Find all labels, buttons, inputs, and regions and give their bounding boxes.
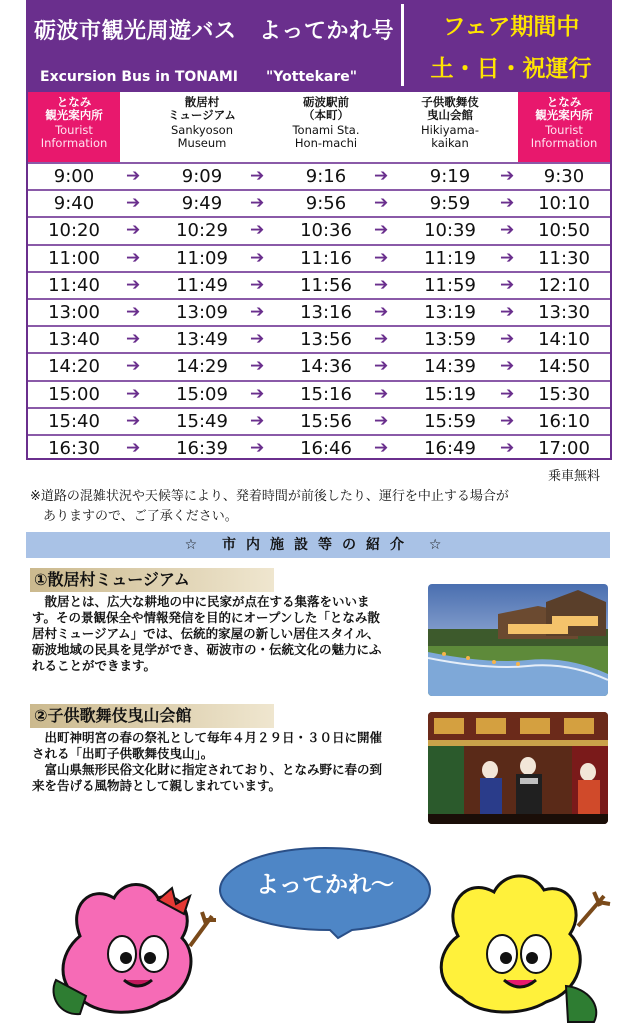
departure-time: 11:09 xyxy=(176,247,228,269)
arrow-right-icon: ➔ xyxy=(500,356,515,377)
arrow-right-icon: ➔ xyxy=(374,166,389,186)
departure-time: 15:16 xyxy=(300,383,352,405)
departure-time: 9:09 xyxy=(181,166,223,187)
departure-time: 9:30 xyxy=(543,166,585,187)
departure-time: 15:56 xyxy=(300,410,352,432)
arrow-right-icon: ➔ xyxy=(500,220,515,241)
arrow-right-icon: ➔ xyxy=(250,383,265,404)
departure-time: 9:00 xyxy=(53,166,95,187)
departure-time: 9:56 xyxy=(305,193,347,215)
stop-header-1 xyxy=(144,92,260,162)
timetable-row xyxy=(28,434,610,461)
departure-time: 11:56 xyxy=(300,274,352,296)
arrow-right-icon: ➔ xyxy=(374,301,389,322)
departure-time: 14:39 xyxy=(424,356,476,378)
arrow-right-icon: ➔ xyxy=(126,301,141,322)
departure-time: 14:29 xyxy=(176,356,228,378)
arrow-right-icon: ➔ xyxy=(374,356,389,377)
departure-time: 10:29 xyxy=(176,220,228,242)
departure-time: 9:59 xyxy=(429,193,471,215)
intro-band: ☆ 市内施設等の紹介 ☆ xyxy=(26,532,610,558)
departure-time: 15:59 xyxy=(424,410,476,432)
departure-time: 11:19 xyxy=(424,247,476,269)
arrow-right-icon: ➔ xyxy=(250,437,265,458)
header-divider xyxy=(401,4,404,86)
departure-time: 11:49 xyxy=(176,274,228,296)
arrow-right-icon: ➔ xyxy=(500,166,515,186)
departure-time: 9:40 xyxy=(53,193,95,215)
arrow-right-icon: ➔ xyxy=(250,220,265,241)
departure-time: 13:16 xyxy=(300,301,352,323)
stop-header-4 xyxy=(518,92,610,162)
timetable-row xyxy=(28,271,610,298)
stop-name-en: Tonami Sta. Hon-machi xyxy=(292,123,360,150)
notice-text: ※道路の混雑状況や天候等により、発着時間が前後したり、運行を中止する場合が ありますので、ご了承ください。 xyxy=(30,489,509,524)
departure-time: 13:40 xyxy=(48,329,100,351)
departure-time: 10:10 xyxy=(538,193,590,215)
section-title-hikiyama: ②子供歌舞伎曳山会館 xyxy=(30,704,274,728)
arrow-right-icon: ➔ xyxy=(126,193,141,214)
timetable-row xyxy=(28,352,610,379)
stop-name-en: Tourist Information xyxy=(530,123,598,150)
arrow-right-icon: ➔ xyxy=(500,193,515,214)
departure-time: 16:39 xyxy=(176,437,228,459)
arrow-right-icon: ➔ xyxy=(250,329,265,350)
arrow-right-icon: ➔ xyxy=(500,383,515,404)
departure-time: 9:19 xyxy=(429,166,471,187)
departure-time: 16:10 xyxy=(538,410,590,432)
arrow-right-icon: ➔ xyxy=(250,410,265,431)
arrow-right-icon: ➔ xyxy=(250,356,265,377)
section-title-museum: ①散居村ミュージアム xyxy=(30,568,274,592)
departure-time: 11:30 xyxy=(538,247,590,269)
departure-time: 15:00 xyxy=(48,383,100,405)
departure-time: 11:40 xyxy=(48,274,100,296)
stop-header-2 xyxy=(268,92,384,162)
stop-name-jp: 砺波駅前 （本町） xyxy=(303,95,349,122)
departure-time: 10:39 xyxy=(424,220,476,242)
yellow-mascot-icon xyxy=(418,866,618,1024)
speech-bubble-text: よってかれ～ xyxy=(256,872,394,898)
arrow-right-icon: ➔ xyxy=(126,410,141,431)
fare-note: 乗車無料 xyxy=(547,469,600,484)
departure-time: 13:19 xyxy=(424,301,476,323)
arrow-right-icon: ➔ xyxy=(126,329,141,350)
arrow-right-icon: ➔ xyxy=(250,301,265,322)
bus-title-en: Excursion Bus in TONAMI "Yottekare" xyxy=(40,69,358,85)
arrow-right-icon: ➔ xyxy=(374,193,389,214)
arrow-right-icon: ➔ xyxy=(374,383,389,404)
departure-time: 14:20 xyxy=(48,356,100,378)
arrow-right-icon: ➔ xyxy=(374,329,389,350)
departure-time: 14:36 xyxy=(300,356,352,378)
departure-time: 10:50 xyxy=(538,220,590,242)
stop-header-3 xyxy=(392,92,508,162)
arrow-right-icon: ➔ xyxy=(500,274,515,295)
arrow-right-icon: ➔ xyxy=(250,274,265,295)
departure-time: 13:56 xyxy=(300,329,352,351)
stop-header-0 xyxy=(28,92,120,162)
departure-time: 9:49 xyxy=(181,193,223,215)
header-banner xyxy=(26,0,612,90)
arrow-right-icon: ➔ xyxy=(500,437,515,458)
stop-name-jp: 子供歌舞伎 曳山会館 xyxy=(421,95,479,122)
kabuki-photo xyxy=(428,712,608,824)
arrow-right-icon: ➔ xyxy=(500,329,515,350)
departure-time: 16:46 xyxy=(300,437,352,459)
departure-time: 11:00 xyxy=(48,247,100,269)
departure-time: 15:19 xyxy=(424,383,476,405)
timetable-row xyxy=(28,407,610,434)
pink-mascot-icon xyxy=(40,876,220,1024)
fair-period-label: フェア期間中 xyxy=(442,14,580,40)
departure-time: 15:30 xyxy=(538,383,590,405)
stop-name-en: Tourist Information xyxy=(40,123,108,150)
timetable-row xyxy=(28,298,610,325)
departure-time: 14:10 xyxy=(538,329,590,351)
arrow-right-icon: ➔ xyxy=(250,247,265,268)
departure-time: 16:49 xyxy=(424,437,476,459)
departure-time: 11:59 xyxy=(424,274,476,296)
timetable-body xyxy=(28,162,610,461)
timetable xyxy=(26,90,612,460)
operating-days-label: 土・日・祝運行 xyxy=(430,56,592,82)
section-body-hikiyama: 出町神明宮の春の祭礼として毎年４月２９日・３０日に開催される「出町子供歌舞伎曳山」。 富山県無形民俗文化財に指定されており、となみ野に春の到来を告げる風物詩として親しまれています。 xyxy=(32,730,383,793)
arrow-right-icon: ➔ xyxy=(374,247,389,268)
arrow-right-icon: ➔ xyxy=(250,166,265,186)
arrow-right-icon: ➔ xyxy=(126,437,141,458)
bus-title-jp: 砺波市観光周遊バス よってかれ号 xyxy=(34,19,395,44)
timetable-row xyxy=(28,189,610,216)
stop-name-jp: 散居村 ミュージアム xyxy=(168,95,236,122)
timetable-row xyxy=(28,244,610,271)
timetable-row xyxy=(28,162,610,189)
arrow-right-icon: ➔ xyxy=(374,410,389,431)
departure-time: 13:00 xyxy=(48,301,100,323)
arrow-right-icon: ➔ xyxy=(126,383,141,404)
timetable-row xyxy=(28,216,610,243)
arrow-right-icon: ➔ xyxy=(500,247,515,268)
arrow-right-icon: ➔ xyxy=(374,220,389,241)
departure-time: 14:50 xyxy=(538,356,590,378)
arrow-right-icon: ➔ xyxy=(126,247,141,268)
departure-time: 15:40 xyxy=(48,410,100,432)
arrow-right-icon: ➔ xyxy=(126,166,141,186)
departure-time: 13:09 xyxy=(176,301,228,323)
arrow-right-icon: ➔ xyxy=(126,356,141,377)
departure-time: 11:16 xyxy=(300,247,352,269)
departure-time: 13:49 xyxy=(176,329,228,351)
stop-name-jp: となみ 観光案内所 xyxy=(45,95,103,122)
arrow-right-icon: ➔ xyxy=(126,220,141,241)
departure-time: 15:09 xyxy=(176,383,228,405)
departure-time: 16:30 xyxy=(48,437,100,459)
departure-time: 15:49 xyxy=(176,410,228,432)
stop-name-en: Sankyoson Museum xyxy=(170,123,234,150)
museum-photo xyxy=(428,584,608,696)
departure-time: 12:10 xyxy=(538,274,590,296)
arrow-right-icon: ➔ xyxy=(374,437,389,458)
arrow-right-icon: ➔ xyxy=(500,301,515,322)
departure-time: 13:30 xyxy=(538,301,590,323)
timetable-header xyxy=(28,92,610,162)
departure-time: 10:36 xyxy=(300,220,352,242)
arrow-right-icon: ➔ xyxy=(250,193,265,214)
timetable-row xyxy=(28,325,610,352)
departure-time: 9:16 xyxy=(305,166,347,187)
arrow-right-icon: ➔ xyxy=(500,410,515,431)
departure-time: 17:00 xyxy=(538,437,590,459)
departure-time: 10:20 xyxy=(48,220,100,242)
arrow-right-icon: ➔ xyxy=(126,274,141,295)
stop-name-en: Hikiyama- kaikan xyxy=(421,123,479,150)
section-body-museum: 散居とは、広大な耕地の中に民家が点在する集落をいいます。その景観保全や情報発信を目的にオープンした「となみ散居村ミュージアム」では、伝統的家屋の新しい居住スタイル、砺波地域の民具を見学ができ、砺波市の・伝統文化の魅力にふれることができます。 xyxy=(32,594,382,673)
departure-time: 13:59 xyxy=(424,329,476,351)
timetable-row xyxy=(28,380,610,407)
stop-name-jp: となみ 観光案内所 xyxy=(535,95,593,122)
arrow-right-icon: ➔ xyxy=(374,274,389,295)
